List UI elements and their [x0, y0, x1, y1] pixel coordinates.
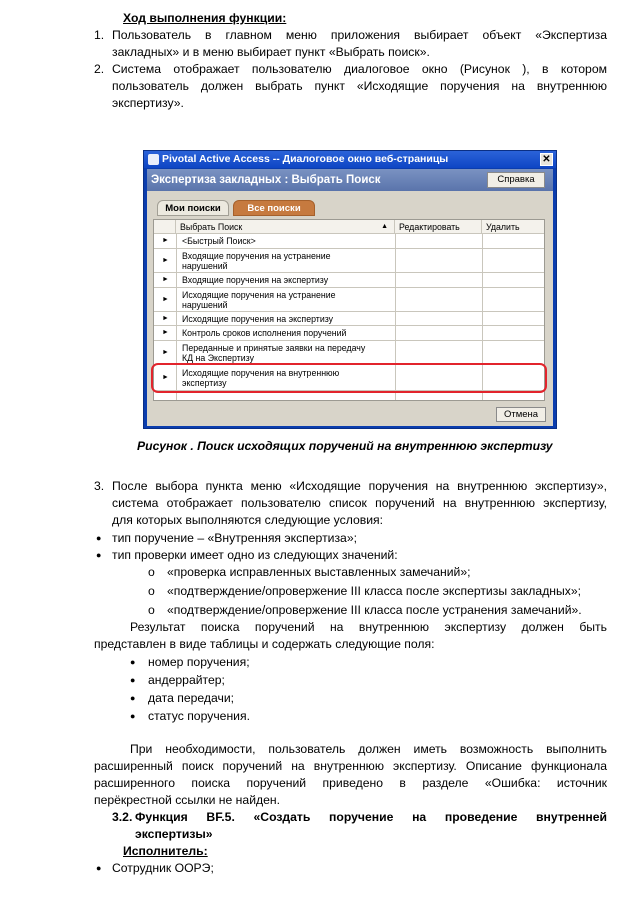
dialog-title: Pivotal Active Access -- Диалоговое окно веб-страницы [162, 153, 449, 165]
bullet-marker: ● [96, 550, 102, 560]
bullet-marker: ● [96, 863, 102, 873]
grid-row-label[interactable]: Переданные и принятые заявки на передачу [182, 343, 366, 353]
grid-row-label[interactable]: Входящие поручения на устранение [182, 251, 331, 261]
row-pointer-icon: ► [162, 349, 169, 356]
sub-bullet-marker: o [148, 565, 155, 579]
grid-line [154, 325, 544, 326]
dialog-header [147, 169, 553, 191]
step-text: система отображает пользователю список поручений на внутреннюю экспертизу, [112, 496, 607, 510]
sub-bullet-text: «проверка исправленных выставленных замечаний»; [167, 565, 471, 579]
column-header-search[interactable] [176, 220, 395, 234]
step-number: 2. [94, 62, 105, 76]
column-header-edit[interactable]: Редактировать [395, 220, 482, 234]
bullet-marker: ● [130, 657, 136, 667]
step-text: закладных» и в меню выбирает пункт «Выбрать поиск». [112, 45, 430, 59]
bullet-marker: ● [130, 693, 136, 703]
step-text: экспертизу». [112, 96, 184, 110]
tab-my-searches[interactable]: Мои поиски [157, 200, 229, 216]
bullet-text: номер поручения; [148, 655, 250, 669]
grid-row-label[interactable]: Контроль сроков исполнения поручений [182, 328, 347, 338]
sub-bullet-text: «подтверждение/опровержение III класса после экспертизы закладных»; [167, 584, 582, 598]
executor-label: Исполнитель: [123, 844, 208, 858]
step-text: После выбора пункта меню «Исходящие поручения на внутреннюю экспертизу», [112, 479, 607, 493]
search-grid [153, 219, 545, 401]
dialog-screenshot [143, 150, 557, 429]
row-pointer-icon: ► [162, 315, 169, 322]
row-pointer-icon: ► [162, 257, 169, 264]
close-icon[interactable]: ✕ [540, 153, 553, 166]
dialog-body [147, 169, 553, 426]
grid-row-label[interactable]: нарушений [182, 261, 228, 271]
tab-all-searches[interactable]: Все поиски [233, 200, 315, 216]
paragraph-text: расширенного поиска поручений приведено в разделе «Ошибка: источник [94, 776, 607, 790]
grid-row-label[interactable]: Исходящие поручения на устранение [182, 290, 336, 300]
column-header-delete[interactable]: Удалить [482, 220, 544, 234]
grid-row-label[interactable]: Исходящие поручения на внутреннюю [182, 368, 340, 378]
sub-bullet-text: «подтверждение/опровержение III класса после устранения замечаний». [167, 603, 582, 617]
paragraph-text: Результат поиска поручений на внутреннюю экспертизу должен быть [130, 620, 607, 634]
app-icon [148, 154, 159, 165]
step-text: Система отображает пользователю диалоговое окно (Рисунок ), в котором [112, 62, 607, 76]
bullet-text: Сотрудник ООРЭ; [112, 861, 214, 875]
paragraph-text: При необходимости, пользователь должен иметь возможность выполнить [130, 742, 607, 756]
selection-highlight [151, 363, 547, 393]
bullet-marker: ● [96, 533, 102, 543]
function-title: Функция BF.5. «Создать поручение на проведение внутренней [135, 810, 607, 824]
grid-row-label[interactable]: <Быстрый Поиск> [182, 236, 256, 246]
grid-row-label[interactable]: КД на Экспертизу [182, 353, 255, 363]
row-pointer-icon: ► [162, 374, 169, 381]
function-title: экспертизы» [135, 827, 213, 841]
grid-line [154, 287, 544, 288]
bullet-text: тип проверки имеет одно из следующих значений: [112, 548, 398, 562]
help-button[interactable]: Справка [487, 172, 545, 188]
row-pointer-icon: ► [162, 237, 169, 244]
grid-corner [154, 220, 176, 234]
step-text: Пользователь в главном меню приложения выбирает объект «Экспертиза [112, 28, 607, 42]
sub-bullet-marker: o [148, 603, 155, 617]
step-text: пользователь должен выбрать пункт «Исходящие поручения на внутреннюю [112, 79, 607, 93]
bullet-text: андеррайтер; [148, 673, 225, 687]
grid-row-label[interactable]: нарушений [182, 300, 228, 310]
step-number: 1. [94, 28, 105, 42]
bullet-marker: ● [130, 675, 136, 685]
function-number: 3.2. [112, 810, 133, 824]
grid-row-label[interactable]: Входящие поручения на экспертизу [182, 275, 329, 285]
bullet-marker: ● [130, 711, 136, 721]
row-pointer-icon: ► [162, 329, 169, 336]
paragraph-text: представлен в виде таблицы и содержать следующие поля: [94, 637, 435, 651]
bullet-text: статус поручения. [148, 709, 250, 723]
grid-line [154, 311, 544, 312]
paragraph-text: перёкрестной ссылки не найден. [94, 793, 281, 807]
grid-row-label[interactable]: экспертизу [182, 378, 227, 388]
step-text: для которых выполняются следующие условия: [112, 513, 384, 527]
grid-line [154, 248, 544, 249]
grid-row-label[interactable]: Исходящие поручения на экспертизу [182, 314, 334, 324]
grid-line [154, 340, 544, 341]
dialog-header-title: Экспертиза закладных : Выбрать Поиск [151, 174, 381, 186]
sub-bullet-marker: o [148, 584, 155, 598]
column-header-label: Выбрать Поиск [180, 222, 243, 232]
grid-line [154, 272, 544, 273]
dialog-title-bar [144, 151, 556, 168]
sort-asc-icon: ▲ [381, 223, 388, 230]
row-pointer-icon: ► [162, 276, 169, 283]
step-number: 3. [94, 479, 105, 493]
bullet-text: дата передачи; [148, 691, 235, 705]
section-heading: Ход выполнения функции: [123, 11, 287, 25]
figure-caption: Рисунок . Поиск исходящих поручений на внутреннюю экспертизу [137, 439, 553, 453]
bullet-text: тип поручение – «Внутренняя экспертиза»; [112, 531, 357, 545]
cancel-button[interactable]: Отмена [496, 407, 546, 422]
row-pointer-icon: ► [162, 296, 169, 303]
paragraph-text: расширенный поиск поручений на внутреннюю экспертизу. Описание функционала [94, 759, 607, 773]
